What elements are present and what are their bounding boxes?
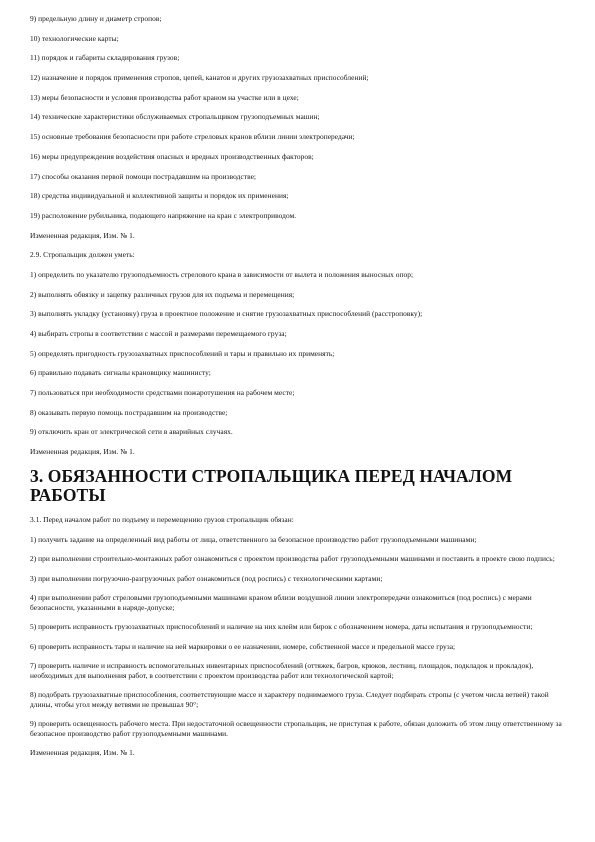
revision-note: Измененная редакция, Изм. № 1.	[30, 748, 135, 758]
list-item: 11) порядок и габариты складирования грузов;	[30, 53, 180, 63]
list-item: 2) при выполнении строительно-монтажных работ ознакомиться с проектом производства работ грузоподъемными машинами и поставить в проекте свою подпись;	[30, 554, 555, 563]
list-item: 17) способы оказания первой помощи пострадавшим на производстве;	[30, 171, 257, 181]
list-item: 8) подобрать грузозахватные приспособления, соответствующие массе и характеру поднимаемого груза. Следует подбирать стропы (с учетом числа ветвей) такой длины, чтобы угол между ветвями не превышал 90°;	[30, 690, 549, 709]
revision-note: Измененная редакция, Изм. № 1.	[30, 447, 135, 457]
list-item: 18) средства индивидуальной и коллективной защиты и порядок их применения;	[30, 191, 289, 201]
list-item: 6) правильно подавать сигналы крановщику машинисту;	[30, 368, 211, 378]
list-item: 6) проверить исправность тары и наличие на ней маркировки о ее назначении, номере, собственной массе и предельной массе груза;	[30, 641, 456, 651]
list-item: 13) меры безопасности и условия производства работ краном на участке или в цехе;	[30, 92, 299, 102]
section-heading: 3. ОБЯЗАННОСТИ СТРОПАЛЬЩИКА ПЕРЕД НАЧАЛОМ РАБОТЫ	[30, 465, 513, 505]
list-item: 8) оказывать первую помощь пострадавшим на производстве;	[30, 407, 228, 417]
list-item: 3) выполнять укладку (установку) груза в проектное положение и снятие грузозахватных приспособлений (расстроповку);	[30, 309, 423, 319]
list-item: 5) проверить исправность грузозахватных приспособлений и наличие на них клейм или бирок с обозначением номера, даты испытания и грузоподъемности;	[30, 622, 533, 632]
list-item: 10) технологические карты;	[30, 33, 119, 43]
list-item: 14) технические характеристики обслуживаемых стропальщиком грузоподъемных машин;	[30, 112, 320, 122]
list-item: 7) пользоваться при необходимости средствами пожаротушения на рабочем месте;	[30, 388, 295, 398]
revision-note: Измененная редакция, Изм. № 1.	[30, 230, 135, 240]
clause-intro: 2.9. Стропальщик должен уметь:	[30, 250, 135, 260]
list-item: 3) при выполнении погрузочно-разгрузочных работ ознакомиться (под роспись) с технологическими картами;	[30, 573, 383, 583]
list-item: 1) определить по указателю грузоподъемность стрелового крана в зависимости от вылета и положения выносных опор;	[30, 269, 414, 279]
list-item: 4) выбирать стропы в соответствии с массой и размерами перемещаемого груза;	[30, 329, 287, 338]
list-item: 7) проверить наличие и исправность вспомогательных инвентарных приспособлений (оттяжек, багров, крюков, лестниц, площадок, подкладок и прокладок), необходимых для выполнения работ, в соответствии с проектом производства работ или технологической картой;	[30, 661, 534, 680]
clause-intro: 3.1. Перед началом работ по подъему и перемещению грузов стропальщик обязан:	[30, 514, 294, 524]
list-item: 15) основные требования безопасности при работе стреловых кранов вблизи линии электропередачи;	[30, 132, 355, 142]
list-item: 4) при выполнении работ стреловыми грузоподъемными машинами краном вблизи воздушной линии электропередачи ознакомиться (под роспись) с мерами безопасности, указанными в наряде-допуске;	[30, 593, 532, 612]
list-item: 5) определять пригодность грузозахватных приспособлений и тары и правильно их применять;	[30, 348, 335, 358]
list-item: 9) проверить освещенность рабочего места. При недостаточной освещенности стропальщик, не приступая к работе, обязан доложить об этом лицу ответственному за безопасное производство работ грузоподъемными машинами.	[30, 719, 562, 738]
list-item: 1) получить задание на определенный вид работы от лица, ответственного за безопасное производство работ грузоподъемными машинами;	[30, 534, 477, 544]
list-item: 12) назначение и порядок применения стропов, цепей, канатов и других грузозахватных приспособлений;	[30, 73, 369, 83]
list-item: 9) предельную длину и диаметр стропов;	[30, 14, 162, 23]
list-item: 19) расположение рубильника, подающего напряжение на кран с электроприводом.	[30, 210, 297, 220]
list-item: 2) выполнять обвязку и зацепку различных грузов для их подъема и перемещения;	[30, 289, 295, 299]
list-item: 9) отключить кран от электрической сети в аварийных случаях.	[30, 427, 233, 437]
list-item: 16) меры предупреждения воздействия опасных и вредных производственных факторов;	[30, 151, 314, 161]
